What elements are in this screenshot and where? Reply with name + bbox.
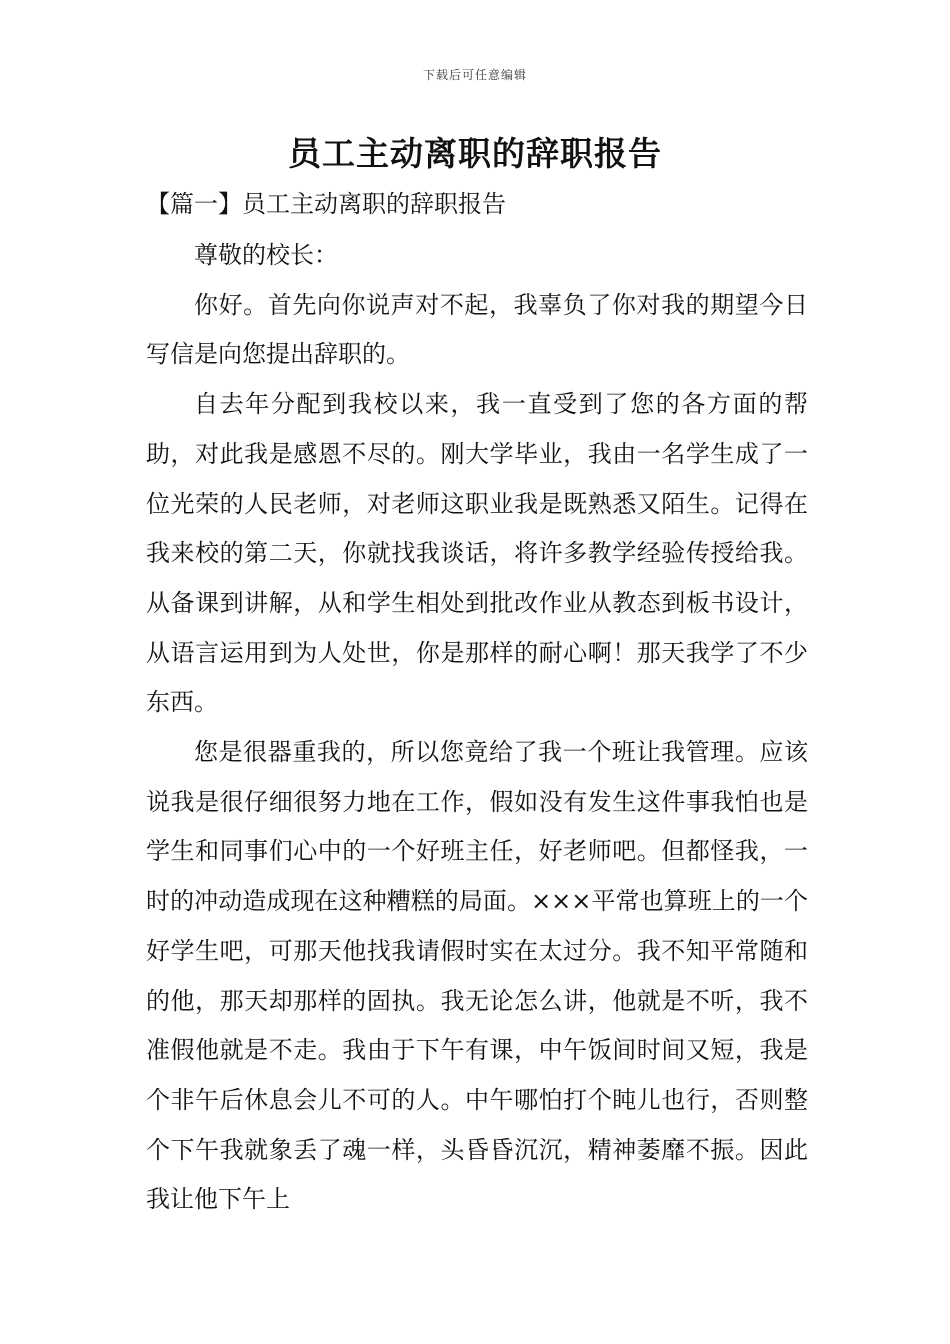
paragraph: 自去年分配到我校以来，我一直受到了您的各方面的帮助，对此我是感恩不尽的。刚大学毕业，我由一名学生成了一位光荣的人民老师，对老师这职业我是既熟悉又陌生。记得在我来校的第二天，你就找我谈话，将许多教学经验传授给我。从备课到讲解，从和学生相处到批改作业从教态到板书设计，从语言运用到为人处世，你是那样的耐心啊！那天我学了不少东西。 — [146, 390, 808, 717]
paragraph: 你好。首先向你说声对不起，我辜负了你对我的期望今日写信是向您提出辞职的。 — [146, 290, 808, 369]
document-title: 员工主动离职的辞职报告 — [288, 134, 662, 173]
document-body — [146, 231, 808, 1225]
paragraph: 您是很器重我的，所以您竟给了我一个班让我管理。应该说我是很仔细很努力地在工作，假如没有发生这件事我怕也是学生和同事们心中的一个好班主任，好老师吧。但都怪我，一时的冲动造成现在这种糟糕的局面。×××平常也算班上的一个好学生吧，可那天他找我请假时实在太过分。我不知平常随和的他，那天却那样的固执。我无论怎么讲，他就是不听，我不准假他就是不走。我由于下午有课，中午饭间时间又短，我是个非午后休息会儿不可的人。中午哪怕打个盹儿也行，否则整个下午我就象丢了魂一样，头昏昏沉沉，精神萎靡不振。因此我让他下午上 — [146, 738, 808, 1214]
section-heading: 【篇一】员工主动离职的辞职报告 — [146, 190, 506, 218]
header-note: 下载后可任意编辑 — [422, 68, 527, 82]
salutation: 尊敬的校长： — [194, 241, 338, 269]
